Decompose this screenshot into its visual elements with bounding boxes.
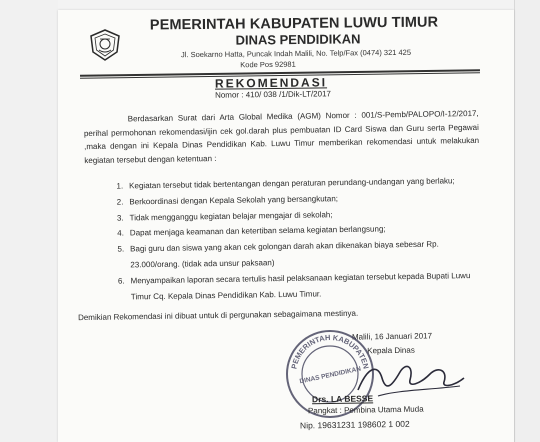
conditions-list [83, 173, 485, 306]
signature-position: Kepala Dinas [367, 345, 415, 356]
regency-emblem-icon [88, 28, 122, 62]
list-item: 3. Tidak mengganggu kegiatan belajar mengajar di sekolah; [116, 209, 333, 223]
letterhead-agency: DINAS PENDIDIKAN [235, 31, 361, 48]
letterhead-government: PEMERINTAH KABUPATEN LUWU TIMUR [149, 14, 439, 34]
letter-closing: Demikian Rekomendasi ini dibuat untuk di pergunakan sebagaimana mestinya. [77, 308, 359, 323]
letterhead-address: Jl. Soekarno Hatta, Puncak Indah Malili, No. Telp/Fax (0474) 321 425 [180, 47, 412, 60]
signatory-nip: Nip. 19631231 198602 1 002 [299, 418, 410, 431]
list-item: 1. Kegiatan tersebut tidak bertentangan dengan peraturan perundang-undangan yang berlaku; [116, 176, 455, 191]
document-photo [58, 10, 514, 442]
letterhead-postcode: Kode Pos 92981 [240, 59, 296, 70]
list-item: 6. Menyampaikan laporan secara tertulis hasil pelaksanaan kegiatan tersebut kepada Bupati Luwu Timur Cq. Kepala Dinas Pendidikan Kab. Luwu Timur. [117, 270, 471, 301]
letter-title: REKOMENDASI [214, 75, 328, 91]
list-item: 5. Bagi guru dan siswa yang akan cek golongan darah akan dikenakan biaya sebesar Rp. 23.000/orang. (tidak ada unsur paksaan) [117, 239, 439, 270]
signatory-rank: Pangkat : Pembina Utama Muda [307, 404, 424, 416]
letter [58, 10, 514, 442]
scrollbar-track[interactable] [514, 0, 540, 442]
list-item: 4. Dapat menjaga keamanan dan ketertiban selama kegiatan berlangsung; [117, 224, 386, 239]
stamp-center-text: DINAS PENDIDIKAN [299, 365, 362, 386]
intro-paragraph: Berdasarkan Surat dari Arta Global Medika (AGM) Nomor : 001/S-Pemb/PALOPO/I-12/2017, perihal permohonan rekomendasi/ijin cek gol.darah plus pembuatan ID Card Siswa dan Guru serta Pegawai ,maka dengan ini Kepala Dinas Pendidikan Kab. Luwu Timur memberikan rekomendasi untuk melakukan kegiatan tersebut dengan ketentuan : [83, 108, 480, 165]
left-margin [0, 0, 58, 442]
letter-intro [84, 107, 480, 167]
stamp-ring-text: PEMERINTAH KABUPATEN [289, 332, 371, 370]
letter-number: Nomor : 410/ 038 /1/Dik-LT/2017 [214, 89, 332, 100]
list-item: 2. Berkoordinasi dengan Kepala Sekolah yang bersangkutan; [116, 193, 339, 207]
signature-place-date: Malili, 16 Januari 2017 [351, 331, 433, 342]
signatory-name: Drs. LA BESSE [311, 393, 374, 405]
